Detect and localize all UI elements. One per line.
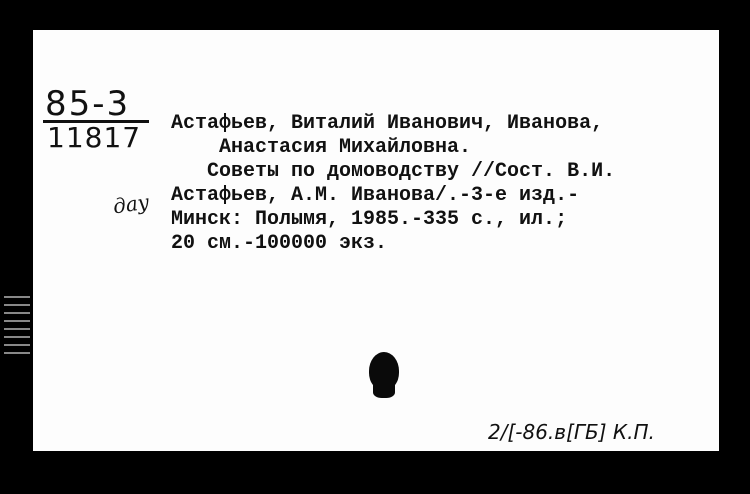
shelf-mark-top: 85-3 bbox=[43, 88, 149, 123]
scanner-edge-marks bbox=[0, 290, 33, 370]
entry-line: 20 см.-100000 экз. bbox=[171, 232, 388, 255]
shelf-mark bbox=[43, 84, 153, 154]
punch-hole-tail bbox=[373, 384, 395, 398]
entry-line: Анастасия Михайловна. bbox=[171, 136, 472, 159]
handwritten-bottom-note: 2/[-86.в[ГБ] К.П. bbox=[488, 420, 655, 444]
entry-line: Минск: Полымя, 1985.-335 с., ил.; bbox=[171, 208, 568, 231]
catalog-card bbox=[33, 30, 719, 451]
entry-line: Астафьев, А.М. Иванова/.-3-е изд.- bbox=[171, 184, 580, 207]
shelf-mark-bottom: 11817 bbox=[47, 121, 142, 154]
entry-line: Астафьев, Виталий Иванович, Иванова, bbox=[171, 112, 604, 135]
entry-line: Советы по домоводству //Сост. В.И. bbox=[171, 160, 616, 183]
bibliographic-entry bbox=[171, 112, 615, 256]
handwritten-mark: дау bbox=[111, 189, 151, 219]
